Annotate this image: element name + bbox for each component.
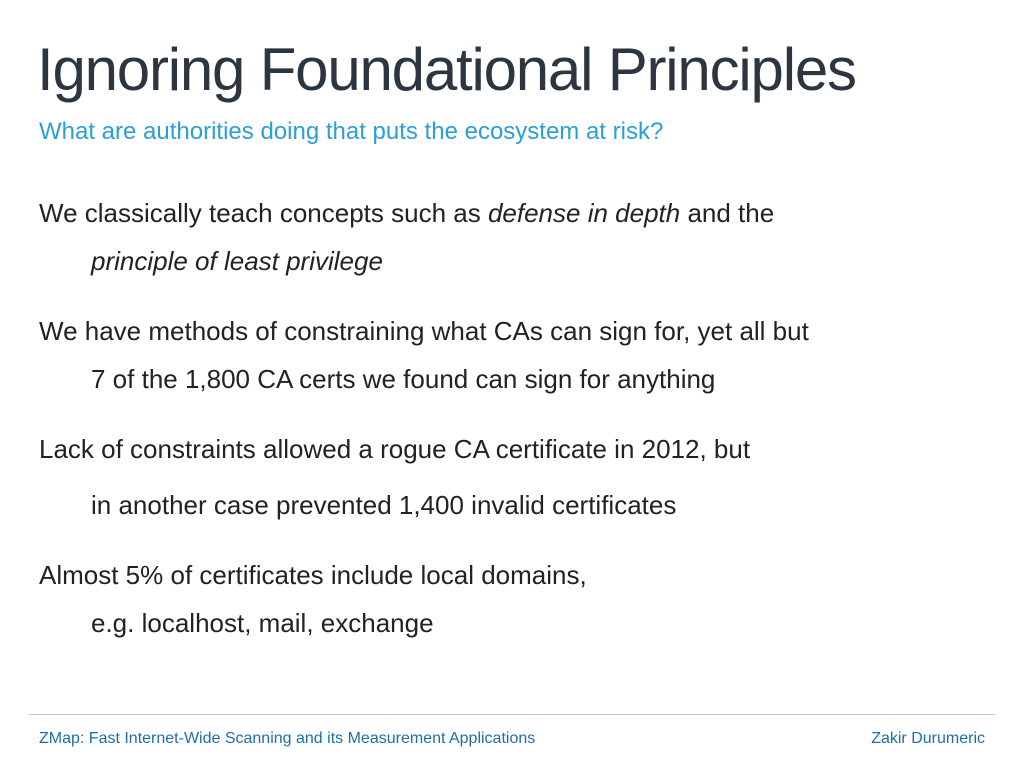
bullet-1-line-1 [39,197,774,229]
bullet-1-emphasis: defense in depth [487,198,681,228]
slide-title: Ignoring Foundational Principles [37,36,856,103]
footer-author: Zakir Durumeric [871,730,985,747]
bullet-1-text: We classically teach concepts such as [39,198,488,228]
bullet-1-text-end: and the [680,198,775,228]
bullet-2-line-1: We have methods of constraining what CAs can sign for, yet all but [39,316,809,346]
footer-divider [28,714,996,715]
bullet-4-line-2: e.g. localhost, mail, exchange [91,608,434,638]
bullet-4-line-1: Almost 5% of certificates include local domains, [39,560,587,590]
bullet-3-line-2: in another case prevented 1,400 invalid certificates [91,490,677,520]
bullet-3-line-1: Lack of constraints allowed a rogue CA certificate in 2012, but [39,434,751,464]
bullet-2-line-2: 7 of the 1,800 CA certs we found can sign for anything [91,364,716,394]
slide-subtitle: What are authorities doing that puts the ecosystem at risk? [39,118,664,145]
bullet-1-line-2: principle of least privilege [91,246,383,276]
footer-presentation-title: ZMap: Fast Internet-Wide Scanning and its Measurement Applications [39,730,536,747]
